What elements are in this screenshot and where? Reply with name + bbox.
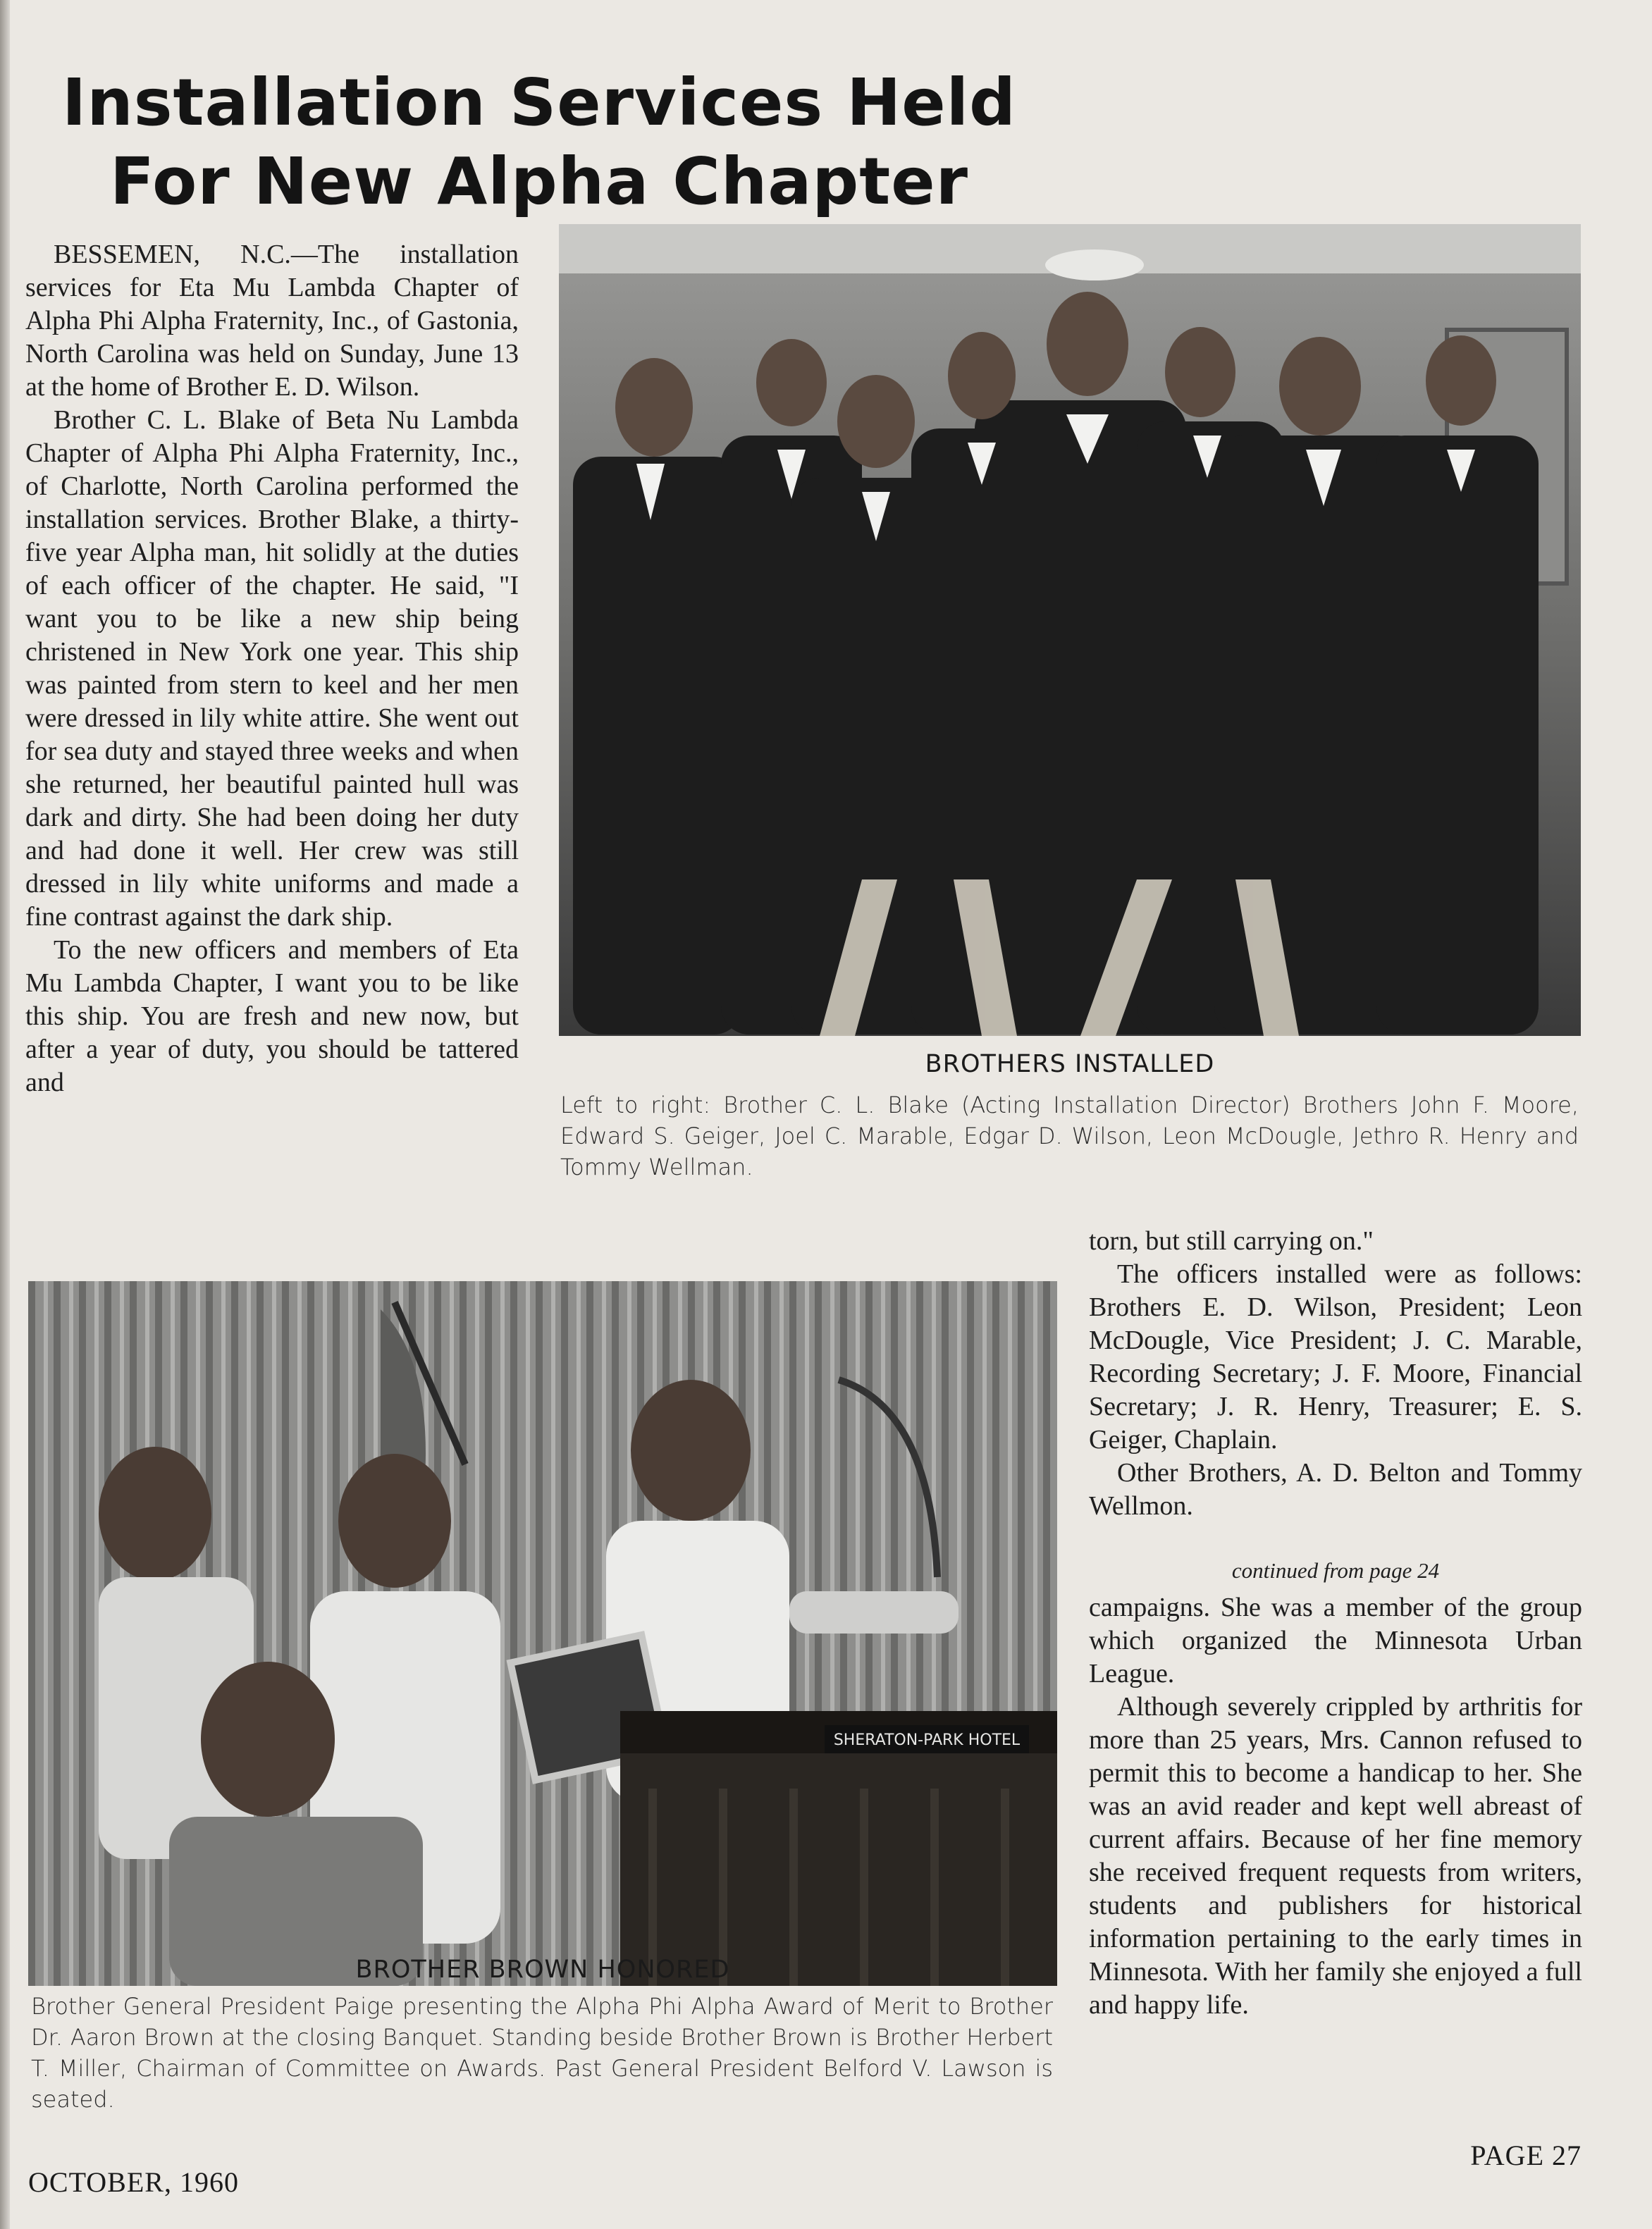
continued-paragraph: Although severely crippled by arthritis for more than 25 years, Mrs. Cannon refused to permit this to become a handicap to her. She was an avid reader and kept well abreast of current affairs. Because of her fine memory she received frequent requests from writers, students and publishers for historical information pertaining to the early times in Minnesota. With her family she enjoyed a full and happy life. xyxy=(1089,1692,1582,2020)
article-column-left xyxy=(25,238,519,1099)
photo-caption-brother-brown-honored: Brother General President Paige presenting the Alpha Phi Alpha Award of Merit to Brother Dr. Aaron Brown at the closing Banquet. Standing beside Brother Brown is Brother Herbert T. Miller, Chairman of Committee on Awards. Past General President Belford V. Lawson is seated. xyxy=(31,1993,1053,2113)
page-number: PAGE 27 xyxy=(1470,2140,1582,2171)
headline xyxy=(0,63,1078,221)
page-binding-edge xyxy=(0,0,10,2229)
article-paragraph: To the new officers and members of Eta Mu Lambda Chapter, I want you to be like this ship. You are fresh and new now, but after a year of duty, you should be tattered and xyxy=(25,935,519,1097)
award-photo-illustration xyxy=(28,1281,1057,1986)
headline-line-1: Installation Services Held xyxy=(62,65,1016,140)
article-paragraph: Brother C. L. Blake of Beta Nu Lambda Chapter of Alpha Phi Alpha Fraternity, Inc., of Charlotte, North Carolina performed the installation services. Brother Blake, a thirty-five year Alpha man, hit solidly at the duties of each officer of the chapter. He said, "I want you to be like a new ship being christened in New York one year. This ship was painted from stern to keel and her men were dressed in lily white attire. She went out for sea duty and stayed three weeks and when she returned, her beautiful painted hull was dark and dirty. She had been doing her duty and had done it well. Her crew was still dressed in lily white uniforms and made a fine contrast against the dark ship. xyxy=(25,405,519,932)
brother-brown-honored-photo xyxy=(28,1281,1057,1986)
photo-title-brother-brown-honored: BROTHER BROWN HONORED xyxy=(355,1956,730,1984)
article-paragraph: Other Brothers, A. D. Belton and Tommy Wellmon. xyxy=(1089,1458,1582,1521)
group-photo-illustration xyxy=(559,224,1581,1036)
photo-caption-brothers-installed: Left to right: Brother C. L. Blake (Acting Installation Director) Brothers John F. Moore, Edward S. Geiger, Joel C. Marable, Edgar D. Wilson, Leon McDougle, Jethro R. Henry and Tommy Wellman. xyxy=(560,1092,1579,1180)
continued-paragraph: campaigns. She was a member of the group which organized the Minnesota Urban League. xyxy=(1089,1593,1582,1688)
article-column-right xyxy=(1089,1225,1582,2022)
issue-date: OCTOBER, 1960 xyxy=(28,2166,239,2198)
article-paragraph: The officers installed were as follows: Brothers E. D. Wilson, President; Leon McDougle, Vice President; J. C. Marable, Recording Secretary; J. F. Moore, Financial Secretary; J. R. Henry, Treasurer; E. S. Geiger, Chaplain. xyxy=(1089,1259,1582,1455)
photo-title-brothers-installed: BROTHERS INSTALLED xyxy=(925,1050,1215,1078)
article-paragraph: BESSEMEN, N.C.—The installation services for Eta Mu Lambda Chapter of Alpha Phi Alpha Fraternity, Inc., of Gastonia, North Carolina was held on Sunday, June 13 at the home of Brother E. D. Wilson. xyxy=(25,240,519,402)
article-paragraph: torn, but still carrying on." xyxy=(1089,1226,1374,1256)
headline-line-2: For New Alpha Chapter xyxy=(109,144,969,219)
brothers-installed-photo xyxy=(559,224,1581,1036)
podium-sign-text: SHERATON-PARK HOTEL xyxy=(833,1731,1021,1749)
continued-from-label: continued from page 24 xyxy=(1231,1558,1440,1583)
